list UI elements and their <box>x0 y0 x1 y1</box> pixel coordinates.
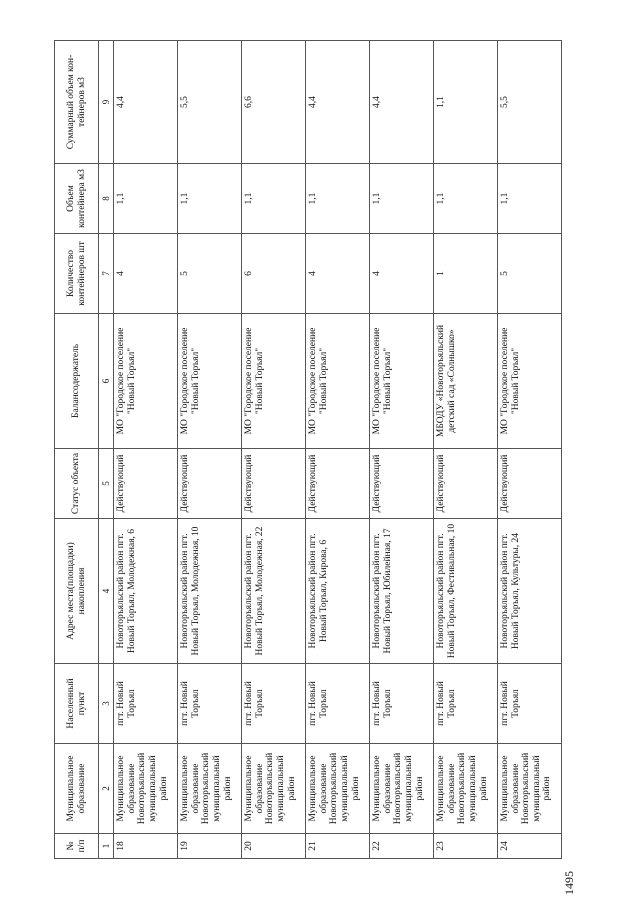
column-number: 6 <box>99 314 114 449</box>
column-number: 1 <box>99 834 114 859</box>
total-cell: 5,5 <box>497 41 561 164</box>
holder-cell: МО "Городское поселение "Новый Торъял" <box>178 314 242 449</box>
count-cell: 4 <box>370 234 434 314</box>
row-number: 18 <box>114 834 178 859</box>
total-cell: 4,4 <box>306 41 370 164</box>
row-number: 21 <box>306 834 370 859</box>
settlement-cell: пгт. Новый Торъял <box>497 664 561 744</box>
municipality-cell: Муниципальное образование Новоторъяльский муниципальный район <box>370 744 434 834</box>
count-cell: 6 <box>242 234 306 314</box>
volume-cell: 1,1 <box>497 164 561 234</box>
row-number: 19 <box>178 834 242 859</box>
header-cell: Населенный пункт <box>55 664 99 744</box>
volume-cell: 1,1 <box>306 164 370 234</box>
header-cell: № п/п <box>55 834 99 859</box>
total-cell: 5,5 <box>178 41 242 164</box>
header-cell: Балансодержатель <box>55 314 99 449</box>
municipality-cell: Муниципальное образование Новоторъяльский муниципальный район <box>242 744 306 834</box>
column-number: 3 <box>99 664 114 744</box>
table-row <box>178 41 242 859</box>
municipality-cell: Муниципальное образование Новоторъяльский муниципальный район <box>434 744 498 834</box>
total-cell: 4,4 <box>114 41 178 164</box>
status-cell: Действующий <box>242 449 306 519</box>
volume-cell: 1,1 <box>114 164 178 234</box>
column-number: 9 <box>99 41 114 164</box>
column-number: 5 <box>99 449 114 519</box>
header-cell: Адрес места(площадки) накопления <box>55 519 99 664</box>
status-cell: Действующий <box>497 449 561 519</box>
holder-cell: МО "Городское поселение "Новый Торъял" <box>306 314 370 449</box>
municipality-cell: Муниципальное образование Новоторъяльский муниципальный район <box>497 744 561 834</box>
volume-cell: 1,1 <box>370 164 434 234</box>
container-sites-table <box>54 40 562 859</box>
total-cell: 6,6 <box>242 41 306 164</box>
count-cell: 4 <box>114 234 178 314</box>
column-number: 4 <box>99 519 114 664</box>
settlement-cell: пгт. Новый Торъял <box>306 664 370 744</box>
count-cell: 5 <box>178 234 242 314</box>
address-cell: Новоторъяльский район пгт. Новый Торъял, Молодежная, 6 <box>114 519 178 664</box>
table-row <box>306 41 370 859</box>
header-cell: Муниципальное образование <box>55 744 99 834</box>
header-cell: Статус объекта <box>55 449 99 519</box>
column-number: 7 <box>99 234 114 314</box>
holder-cell: МО "Городское поселение "Новый Торъял" <box>370 314 434 449</box>
settlement-cell: пгт. Новый Торъял <box>114 664 178 744</box>
header-cell: Количество контейнеров шт <box>55 234 99 314</box>
status-cell: Действующий <box>370 449 434 519</box>
row-number: 22 <box>370 834 434 859</box>
page-number: 1495 <box>562 871 576 895</box>
settlement-cell: пгт. Новый Торъял <box>242 664 306 744</box>
row-number: 20 <box>242 834 306 859</box>
holder-cell: МО "Городское поселение "Новый Торъял" <box>114 314 178 449</box>
address-cell: Новоторъяльский район пгт. Новый Торъял, Молодежная, 22 <box>242 519 306 664</box>
count-cell: 5 <box>497 234 561 314</box>
address-cell: Новоторъяльский район пгт. Новый Торъял, Фестивальная, 10 <box>434 519 498 664</box>
count-cell: 4 <box>306 234 370 314</box>
total-cell: 1,1 <box>434 41 498 164</box>
settlement-cell: пгт. Новый Торъял <box>434 664 498 744</box>
settlement-cell: пгт. Новый Торъял <box>178 664 242 744</box>
address-cell: Новоторъяльский район пгт. Новый Торъял, Культуры, 24 <box>497 519 561 664</box>
row-number: 23 <box>434 834 498 859</box>
table-row <box>434 41 498 859</box>
settlement-cell: пгт. Новый Торъял <box>370 664 434 744</box>
municipality-cell: Муниципальное образование Новоторъяльский муниципальный район <box>114 744 178 834</box>
column-number-row <box>99 41 114 859</box>
volume-cell: 1,1 <box>178 164 242 234</box>
header-cell: Объем контейнера м3 <box>55 164 99 234</box>
status-cell: Действующий <box>434 449 498 519</box>
status-cell: Действующий <box>306 449 370 519</box>
header-row <box>55 41 99 859</box>
municipality-cell: Муниципальное образование Новоторъяльский муниципальный район <box>178 744 242 834</box>
municipality-cell: Муниципальное образование Новоторъяльский муниципальный район <box>306 744 370 834</box>
total-cell: 4,4 <box>370 41 434 164</box>
header-cell: Суммарный объем кон-тейнеров м3 <box>55 41 99 164</box>
address-cell: Новоторъяльский район пгт. Новый Торъял, Кирова, 6 <box>306 519 370 664</box>
holder-cell: МО "Городское поселение "Новый Торъял" <box>497 314 561 449</box>
table-row <box>497 41 561 859</box>
holder-cell: МБОДУ «Новоторъяльский детский сад «Солнышко» <box>434 314 498 449</box>
table-row <box>370 41 434 859</box>
column-number: 8 <box>99 164 114 234</box>
status-cell: Действующий <box>178 449 242 519</box>
table-row <box>242 41 306 859</box>
column-number: 2 <box>99 744 114 834</box>
table-row <box>114 41 178 859</box>
volume-cell: 1,1 <box>242 164 306 234</box>
row-number: 24 <box>497 834 561 859</box>
status-cell: Действующий <box>114 449 178 519</box>
holder-cell: МО "Городское поселение "Новый Торъял" <box>242 314 306 449</box>
address-cell: Новоторъяльский район пгт. Новый Торъял, Молодежная, 10 <box>178 519 242 664</box>
volume-cell: 1,1 <box>434 164 498 234</box>
count-cell: 1 <box>434 234 498 314</box>
address-cell: Новоторъяльский район пгт. Новый Торъял, Юбилейная, 17 <box>370 519 434 664</box>
